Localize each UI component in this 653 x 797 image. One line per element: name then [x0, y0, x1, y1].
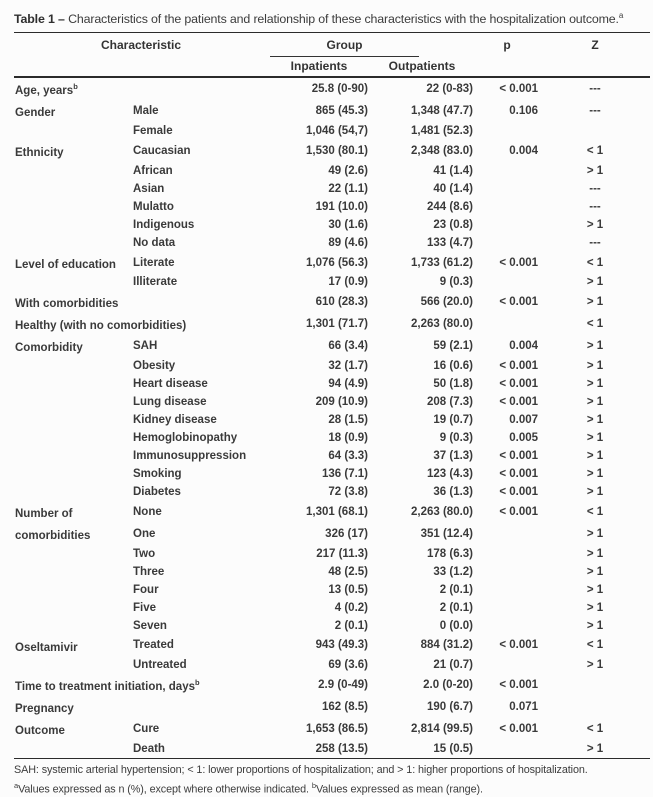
z-value-cell: > 1 — [586, 377, 604, 390]
column-header-characteristic: Characteristic — [100, 38, 182, 53]
inpatients-value-cell: 94 (4.9) — [328, 377, 369, 390]
inpatients-value-cell: 136 (7.1) — [321, 467, 369, 480]
z-value-cell: > 1 — [586, 218, 604, 231]
characteristic-cell — [14, 465, 133, 483]
table-row — [14, 740, 650, 759]
characteristic-cell — [14, 140, 133, 162]
inpatients-value-cell: 258 (13.5) — [315, 742, 369, 755]
subcategory-cell: Obesity — [133, 359, 176, 372]
outpatients-value-cell: 41 (1.4) — [433, 164, 474, 177]
column-header-p: p — [503, 38, 511, 53]
p-value-cell — [474, 198, 540, 216]
characteristic-label: Comorbidity — [15, 341, 83, 354]
table-row — [14, 545, 650, 563]
z-value-cell: > 1 — [586, 296, 604, 309]
characteristic-cell — [14, 180, 133, 198]
p-value-cell: 0.106 — [509, 104, 539, 117]
subcategory-cell: None — [133, 505, 162, 518]
characteristic-cell — [14, 234, 133, 252]
characteristic-label: Age, years — [15, 84, 74, 97]
subcategory-cell: Lung disease — [133, 395, 207, 408]
z-value-cell — [540, 674, 650, 696]
table-row — [14, 198, 650, 216]
characteristic-label: With comorbidities — [15, 298, 119, 311]
table-row — [14, 696, 650, 718]
subcategory-cell: African — [133, 164, 173, 177]
p-value-cell: 0.007 — [509, 413, 539, 426]
characteristic-cell — [14, 122, 133, 140]
z-value-cell: > 1 — [586, 413, 604, 426]
z-value-cell: --- — [589, 200, 601, 213]
p-value-cell: < 0.001 — [499, 679, 539, 692]
inpatients-value-cell: 48 (2.5) — [328, 565, 369, 578]
subcategory-cell: Three — [133, 565, 165, 578]
characteristic-cell — [14, 357, 133, 375]
characteristic-cell — [14, 635, 133, 657]
outpatients-value-cell: 1,733 (61.2) — [411, 256, 474, 269]
table-row — [14, 335, 650, 357]
inpatients-value-cell: 25.8 (0-90) — [311, 83, 369, 96]
characteristic-cell — [14, 393, 133, 411]
table-row — [14, 100, 650, 122]
p-value-cell: < 0.001 — [499, 296, 539, 309]
subcategory-cell: Literate — [133, 256, 175, 269]
p-value-cell: 0.004 — [509, 144, 539, 157]
inpatients-value-cell: 69 (3.6) — [328, 659, 369, 672]
p-value-cell: < 0.001 — [499, 83, 539, 96]
z-value-cell: > 1 — [586, 395, 604, 408]
outpatients-value-cell: 2,263 (80.0) — [411, 318, 474, 331]
outpatients-value-cell: 33 (1.2) — [433, 565, 474, 578]
p-value-cell: < 0.001 — [499, 449, 539, 462]
table-body — [14, 77, 650, 758]
characteristic-cell — [14, 313, 268, 335]
p-value-cell: < 0.001 — [499, 359, 539, 372]
z-value-cell: > 1 — [586, 742, 604, 755]
table-row — [14, 465, 650, 483]
outpatients-value-cell: 21 (0.7) — [433, 659, 474, 672]
outpatients-value-cell: 133 (4.7) — [426, 236, 474, 249]
column-header-outpatients: Outpatients — [388, 59, 456, 74]
table-row — [14, 252, 650, 274]
table-row — [14, 216, 650, 234]
table-row — [14, 617, 650, 635]
p-value-cell: < 0.001 — [499, 395, 539, 408]
outpatients-value-cell: 884 (31.2) — [420, 639, 474, 652]
outpatients-value-cell: 123 (4.3) — [426, 467, 474, 480]
p-value-cell: < 0.001 — [499, 485, 539, 498]
inpatients-value-cell: 610 (28.3) — [315, 296, 369, 309]
p-value-cell: 0.071 — [509, 701, 539, 714]
table-row — [14, 563, 650, 581]
z-value-cell: > 1 — [586, 467, 604, 480]
inpatients-value-cell: 28 (1.5) — [328, 413, 369, 426]
p-value-cell: < 0.001 — [499, 377, 539, 390]
outpatients-value-cell: 16 (0.6) — [433, 359, 474, 372]
z-value-cell: > 1 — [586, 583, 604, 596]
z-value-cell: --- — [589, 83, 601, 96]
table-row — [14, 313, 650, 335]
z-value-cell: > 1 — [586, 565, 604, 578]
characteristic-cell — [14, 291, 268, 313]
characteristic-cell — [14, 100, 133, 122]
characteristic-cell — [14, 483, 133, 501]
characteristic-cell — [14, 563, 133, 581]
p-value-cell — [474, 545, 540, 563]
inpatients-value-cell: 2.9 (0-49) — [318, 679, 369, 692]
z-value-cell: --- — [589, 236, 601, 249]
subcategory-cell: Kidney disease — [133, 413, 217, 426]
outpatients-value-cell: 2,814 (99.5) — [411, 722, 474, 735]
characteristic-cell — [14, 429, 133, 447]
outpatients-value-cell: 178 (6.3) — [426, 547, 474, 560]
footnote-values — [14, 778, 644, 797]
inpatients-value-cell: 72 (3.8) — [328, 485, 369, 498]
table-row — [14, 483, 650, 501]
inpatients-value-cell: 64 (3.3) — [328, 449, 369, 462]
patient-characteristics-table — [14, 32, 650, 759]
p-value-cell: < 0.001 — [499, 505, 539, 518]
table-row — [14, 180, 650, 198]
table-row — [14, 599, 650, 617]
p-value-cell — [474, 563, 540, 581]
outpatients-value-cell: 9 (0.3) — [439, 276, 474, 289]
p-value-cell — [474, 740, 540, 759]
p-value-cell — [474, 273, 540, 291]
footnote-superscript-b: b — [311, 780, 316, 790]
subcategory-cell: Indigenous — [133, 218, 195, 231]
p-value-cell — [474, 656, 540, 674]
subcategory-cell: No data — [133, 236, 176, 249]
table-row — [14, 581, 650, 599]
subcategory-cell: Smoking — [133, 467, 182, 480]
inpatients-value-cell: 1,076 (56.3) — [306, 256, 369, 269]
p-value-cell — [474, 180, 540, 198]
subcategory-cell: Male — [133, 104, 159, 117]
subcategory-cell: Death — [133, 742, 165, 755]
characteristic-cell — [14, 375, 133, 393]
outpatients-value-cell: 1,348 (47.7) — [411, 104, 474, 117]
outpatients-value-cell: 2 (0.1) — [439, 583, 474, 596]
p-value-cell: < 0.001 — [499, 467, 539, 480]
z-value-cell: > 1 — [586, 547, 604, 560]
z-value-cell: > 1 — [586, 485, 604, 498]
outpatients-value-cell: 566 (20.0) — [420, 296, 474, 309]
outpatients-value-cell: 1,481 (52.3) — [411, 124, 474, 137]
table-row — [14, 77, 650, 100]
p-value-cell: < 0.001 — [499, 722, 539, 735]
table-row — [14, 656, 650, 674]
outpatients-value-cell: 9 (0.3) — [439, 431, 474, 444]
subcategory-cell: Treated — [133, 639, 174, 652]
table-header — [14, 33, 650, 78]
subcategory-cell: Illiterate — [133, 276, 178, 289]
characteristic-cell — [14, 718, 133, 740]
p-value-cell — [474, 216, 540, 234]
z-value-cell: > 1 — [586, 619, 604, 632]
inpatients-value-cell: 2 (0.1) — [334, 619, 369, 632]
inpatients-value-cell: 49 (2.6) — [328, 164, 369, 177]
z-value-cell: < 1 — [586, 722, 604, 735]
table-row — [14, 122, 650, 140]
characteristic-cell — [14, 523, 133, 545]
characteristic-cell — [14, 674, 268, 696]
characteristic-cell — [14, 411, 133, 429]
inpatients-value-cell: 1,046 (54,7) — [306, 124, 369, 137]
inpatients-value-cell: 30 (1.6) — [328, 218, 369, 231]
outpatients-value-cell: 40 (1.4) — [433, 182, 474, 195]
z-value-cell: > 1 — [586, 276, 604, 289]
z-value-cell: > 1 — [586, 659, 604, 672]
table-row — [14, 429, 650, 447]
column-header-inpatients: Inpatients — [290, 59, 348, 74]
table-row — [14, 273, 650, 291]
z-value-cell: --- — [589, 182, 601, 195]
characteristic-cell — [14, 501, 133, 523]
inpatients-value-cell: 32 (1.7) — [328, 359, 369, 372]
characteristic-cell — [14, 447, 133, 465]
z-value-cell: > 1 — [586, 340, 604, 352]
outpatients-value-cell: 22 (0-83) — [426, 83, 474, 96]
subcategory-cell: Cure — [133, 722, 160, 735]
characteristic-label: Ethnicity — [15, 146, 64, 159]
characteristic-superscript: b — [195, 678, 200, 688]
p-value-cell — [474, 617, 540, 635]
outpatients-value-cell: 208 (7.3) — [426, 395, 474, 408]
inpatients-value-cell: 191 (10.0) — [315, 200, 369, 213]
table-row — [14, 523, 650, 545]
z-value-cell: < 1 — [586, 505, 604, 518]
characteristic-label: comorbidities — [15, 529, 91, 542]
table-caption-text: Characteristics of the patients and relationship of these characteristics with the hospitalization outcome. — [68, 12, 619, 27]
outpatients-value-cell: 190 (6.7) — [426, 701, 474, 714]
inpatients-value-cell: 217 (11.3) — [316, 547, 369, 560]
p-value-cell — [474, 523, 540, 545]
z-value-cell — [540, 122, 650, 140]
characteristic-cell — [14, 216, 133, 234]
characteristic-cell — [14, 252, 133, 274]
footnote-abbreviations: SAH: systemic arterial hypertension; < 1: lower proportions of hospitalization; and > 1: higher proportions of hospitalization. — [14, 763, 588, 776]
outpatients-value-cell: 37 (1.3) — [433, 449, 474, 462]
characteristic-label: Gender — [15, 106, 56, 119]
characteristic-cell — [14, 545, 133, 563]
characteristic-label: Oseltamivir — [15, 641, 78, 654]
subcategory-cell: Mulatto — [133, 200, 174, 213]
subcategory-cell: Five — [133, 601, 157, 614]
characteristic-label: Healthy (with no comorbidities) — [15, 320, 187, 333]
z-value-cell: > 1 — [586, 431, 604, 444]
z-value-cell: > 1 — [586, 527, 604, 540]
table-row — [14, 357, 650, 375]
table-row — [14, 234, 650, 252]
characteristic-label: Level of education — [15, 258, 116, 271]
characteristic-cell — [14, 162, 133, 180]
table-row — [14, 447, 650, 465]
subcategory-cell: One — [133, 527, 156, 540]
characteristic-cell — [14, 335, 133, 357]
table-row — [14, 411, 650, 429]
inpatients-value-cell: 18 (0.9) — [328, 431, 369, 444]
characteristic-label: Time to treatment initiation, days — [15, 681, 195, 694]
table-row — [14, 635, 650, 657]
characteristic-cell — [14, 617, 133, 635]
characteristic-label: Outcome — [15, 724, 65, 737]
inpatients-value-cell: 1,301 (71.7) — [306, 318, 369, 331]
table-row — [14, 393, 650, 411]
z-value-cell: > 1 — [586, 601, 604, 614]
p-value-cell — [474, 122, 540, 140]
subcategory-cell: Untreated — [133, 659, 187, 672]
inpatients-value-cell: 865 (45.3) — [315, 104, 369, 117]
characteristic-cell — [14, 656, 133, 674]
p-value-cell — [474, 599, 540, 617]
table-row — [14, 162, 650, 180]
inpatients-value-cell: 89 (4.6) — [328, 236, 369, 249]
outpatients-value-cell: 2,263 (80.0) — [411, 505, 474, 518]
table-row — [14, 674, 650, 696]
inpatients-value-cell: 1,653 (86.5) — [306, 722, 369, 735]
z-value-cell: < 1 — [586, 318, 604, 331]
outpatients-value-cell: 351 (12.4) — [420, 527, 474, 540]
characteristic-cell — [14, 740, 133, 759]
inpatients-value-cell: 209 (10.9) — [315, 395, 369, 408]
subcategory-cell: Immunosuppression — [133, 449, 247, 462]
subcategory-cell: Female — [133, 124, 173, 137]
table-caption-superscript: a — [618, 11, 624, 20]
footnote-text-a: Values expressed as n (%), except where otherwise indicated. — [18, 783, 309, 796]
p-value-cell: 0.004 — [509, 340, 539, 352]
inpatients-value-cell: 943 (49.3) — [315, 639, 369, 652]
table-row — [14, 501, 650, 523]
characteristic-cell — [14, 273, 133, 291]
inpatients-value-cell: 22 (1.1) — [328, 182, 369, 195]
outpatients-value-cell: 15 (0.5) — [433, 742, 474, 755]
table-caption — [14, 8, 636, 27]
characteristic-superscript: b — [73, 82, 78, 92]
z-value-cell: > 1 — [586, 164, 604, 177]
subcategory-cell: Heart disease — [133, 377, 208, 390]
z-value-cell: > 1 — [586, 449, 604, 462]
inpatients-value-cell: 326 (17) — [325, 527, 369, 540]
subcategory-cell: Hemoglobinopathy — [133, 431, 238, 444]
table-row — [14, 140, 650, 162]
outpatients-value-cell: 244 (8.6) — [426, 200, 474, 213]
characteristic-cell — [14, 696, 268, 718]
inpatients-value-cell: 1,301 (68.1) — [306, 505, 369, 518]
z-value-cell: > 1 — [586, 359, 604, 372]
subcategory-cell: Seven — [133, 619, 167, 632]
table-row — [14, 375, 650, 393]
p-value-cell: 0.005 — [509, 431, 539, 444]
p-value-cell: < 0.001 — [499, 256, 539, 269]
outpatients-value-cell: 2.0 (0-20) — [423, 679, 474, 692]
outpatients-value-cell: 19 (0.7) — [433, 413, 474, 426]
column-header-z: Z — [591, 38, 599, 53]
footnote-text-b: Values expressed as mean (range). — [315, 783, 483, 796]
outpatients-value-cell: 36 (1.3) — [433, 485, 474, 498]
inpatients-value-cell: 13 (0.5) — [328, 583, 369, 596]
p-value-cell — [474, 581, 540, 599]
outpatients-value-cell: 2 (0.1) — [439, 601, 474, 614]
outpatients-value-cell: 23 (0.8) — [433, 218, 474, 231]
characteristic-label: Pregnancy — [15, 703, 74, 716]
inpatients-value-cell: 66 (3.4) — [328, 340, 369, 352]
outpatients-value-cell: 2,348 (83.0) — [411, 144, 474, 157]
subcategory-cell: Caucasian — [133, 144, 191, 157]
table-row — [14, 718, 650, 740]
characteristic-cell — [14, 599, 133, 617]
group-header-underline: Group — [270, 38, 419, 57]
inpatients-value-cell: 1,530 (80.1) — [306, 144, 369, 157]
z-value-cell — [540, 696, 650, 718]
characteristic-cell — [14, 77, 268, 100]
p-value-cell — [474, 234, 540, 252]
characteristic-cell — [14, 198, 133, 216]
p-value-cell — [474, 162, 540, 180]
subcategory-cell: Four — [133, 583, 159, 596]
outpatients-value-cell: 59 (2.1) — [433, 340, 474, 352]
column-header-group — [268, 33, 474, 58]
subcategory-cell: Asian — [133, 182, 165, 195]
table-footnotes — [14, 763, 644, 797]
table-caption-label: Table 1 – — [14, 12, 65, 27]
table-row — [14, 291, 650, 313]
p-value-cell: < 0.001 — [499, 639, 539, 652]
outpatients-value-cell: 50 (1.8) — [433, 377, 474, 390]
outpatients-value-cell: 0 (0.0) — [439, 619, 474, 632]
inpatients-value-cell: 17 (0.9) — [328, 276, 369, 289]
inpatients-value-cell: 162 (8.5) — [321, 701, 369, 714]
subcategory-cell: Diabetes — [133, 485, 181, 498]
characteristic-cell — [14, 581, 133, 599]
footnote-superscript-a: a — [14, 780, 19, 790]
subcategory-cell: SAH — [133, 340, 158, 352]
p-value-cell — [474, 313, 540, 335]
z-value-cell: < 1 — [586, 144, 604, 157]
inpatients-value-cell: 4 (0.2) — [334, 601, 369, 614]
subcategory-cell: Two — [133, 547, 156, 560]
z-value-cell: < 1 — [586, 256, 604, 269]
z-value-cell: < 1 — [586, 639, 604, 652]
z-value-cell: --- — [589, 104, 601, 117]
characteristic-label: Number of — [15, 507, 73, 520]
